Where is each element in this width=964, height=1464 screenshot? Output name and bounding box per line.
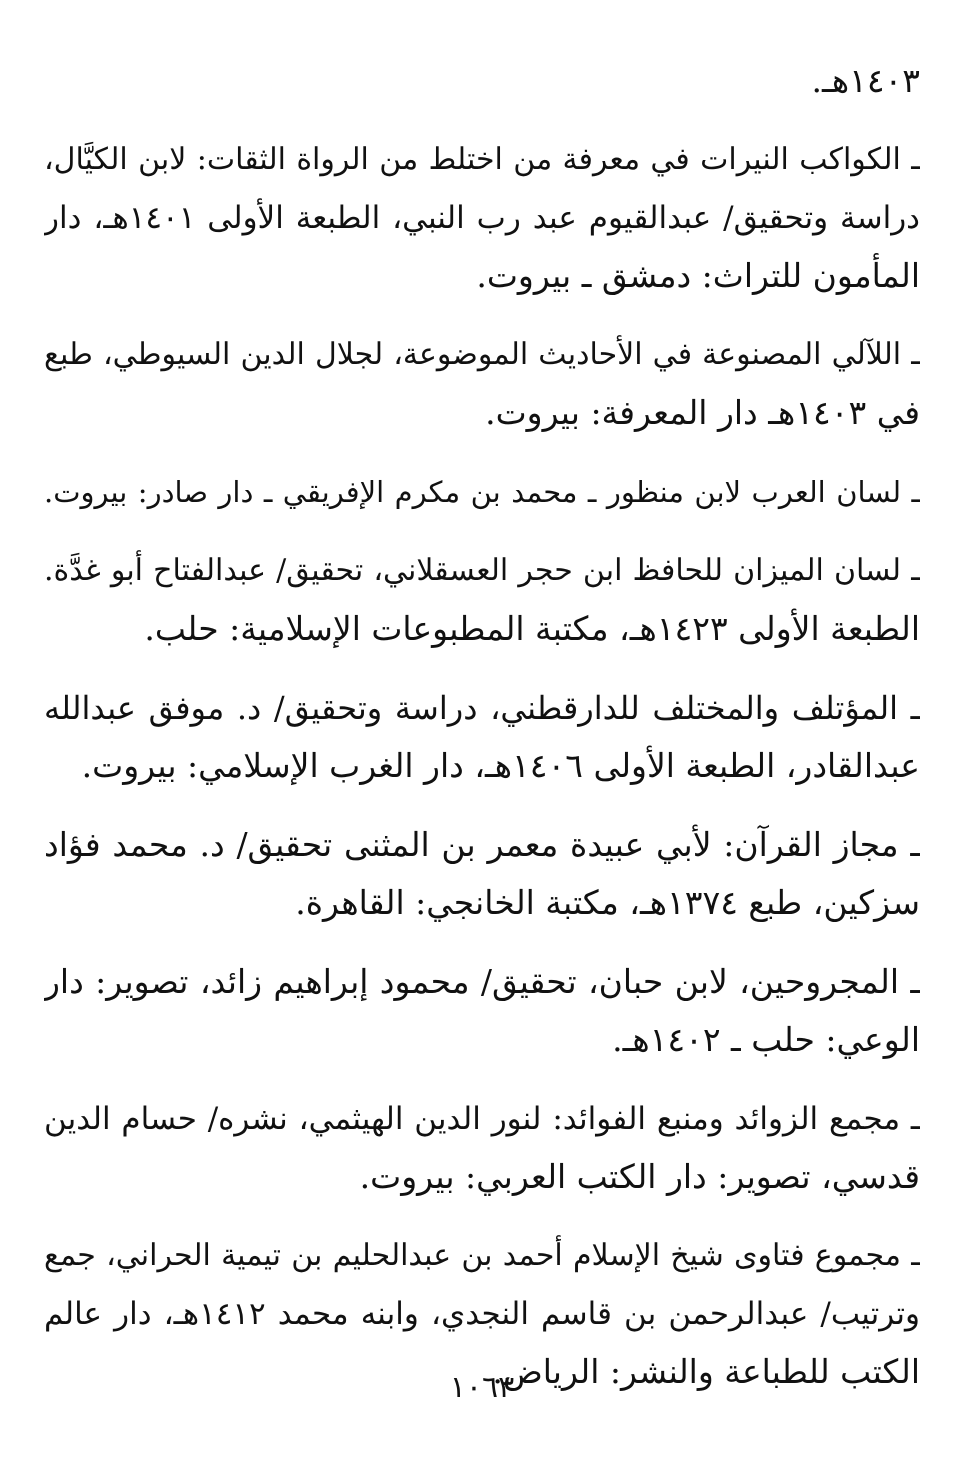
bibliography-entry: [44, 326, 920, 442]
entry-line: المأمون للتراث: دمشق ـ بيروت.: [476, 256, 920, 295]
entry-line: ـ لسان الميزان للحافظ ابن حجر العسقلاني، تحقيق/ عبدالفتاح أبو غدَّة.: [44, 553, 920, 588]
entry-line: عبدالقادر، الطبعة الأولى ١٤٠٦هـ، دار الغرب الإسلامي: بيروت.: [81, 746, 920, 785]
top-fragment: ١٤٠٣هـ.: [811, 61, 920, 100]
bibliography-entry: [44, 816, 920, 932]
entry-line: ـ الكواكب النيرات في معرفة من اختلط من الرواة الثقات: لابن الكيَّال،: [44, 142, 920, 177]
entry-line: الطبعة الأولى ١٤٢٣هـ، مكتبة المطبوعات الإسلامية: حلب.: [144, 609, 920, 648]
entry-line: ـ المجروحين، لابن حبان، تحقيق/ محمود إبراهيم زائد، تصوير: دار: [44, 962, 920, 1001]
bibliography-page: [44, 52, 920, 1401]
bibliography-entry: [44, 542, 920, 658]
bibliography-entry: [44, 679, 920, 795]
entry-line: ـ اللآلي المصنوعة في الأحاديث الموضوعة، لجلال الدين السيوطي، طبع: [44, 337, 920, 372]
entry-line: دراسة وتحقيق/ عبدالقيوم عبد رب النبي، الطبعة الأولى ١٤٠١هـ، دار: [44, 200, 920, 236]
entry-line: ـ مجاز القرآن: لأبي عبيدة معمر بن المثنى تحقيق/ د. محمد فؤاد: [44, 825, 920, 864]
entry-line: وترتيب/ عبدالرحمن بن قاسم النجدي، وابنه محمد ١٤١٢هـ، دار عالم: [44, 1296, 920, 1332]
bibliography-entry: [44, 953, 920, 1069]
bibliography-entry: [44, 131, 920, 305]
entry-line: الكتب للطباعة والنشر: الرياض.: [492, 1352, 920, 1391]
page-number: ١٠٦٣: [449, 1370, 515, 1405]
entry-line: ـ مجمع الزوائد ومنبع الفوائد: لنور الدين الهيثمي، نشره/ حسام الدين: [44, 1101, 920, 1137]
entry-line: الوعي: حلب ـ ١٤٠٢هـ.: [612, 1020, 920, 1059]
entry-line: قدسي، تصوير: دار الكتب العربي: بيروت.: [359, 1157, 920, 1196]
bibliography-entry: [44, 1090, 920, 1206]
entry-line: ـ المؤتلف والمختلف للدارقطني، دراسة وتحقيق/ د. موفق عبدالله: [44, 689, 920, 727]
bibliography-entry: [44, 463, 920, 521]
entry-line: في ١٤٠٣هـ دار المعرفة: بيروت.: [485, 393, 920, 432]
entry-line: سزكين، طبع ١٣٧٤هـ، مكتبة الخانجي: القاهرة.: [295, 883, 920, 922]
entry-line: ـ لسان العرب لابن منظور ـ محمد بن مكرم الإفريقي ـ دار صادر: بيروت.: [44, 475, 920, 509]
entry-line: ـ مجموع فتاوى شيخ الإسلام أحمد بن عبدالحليم بن تيمية الحراني، جمع: [44, 1238, 920, 1273]
